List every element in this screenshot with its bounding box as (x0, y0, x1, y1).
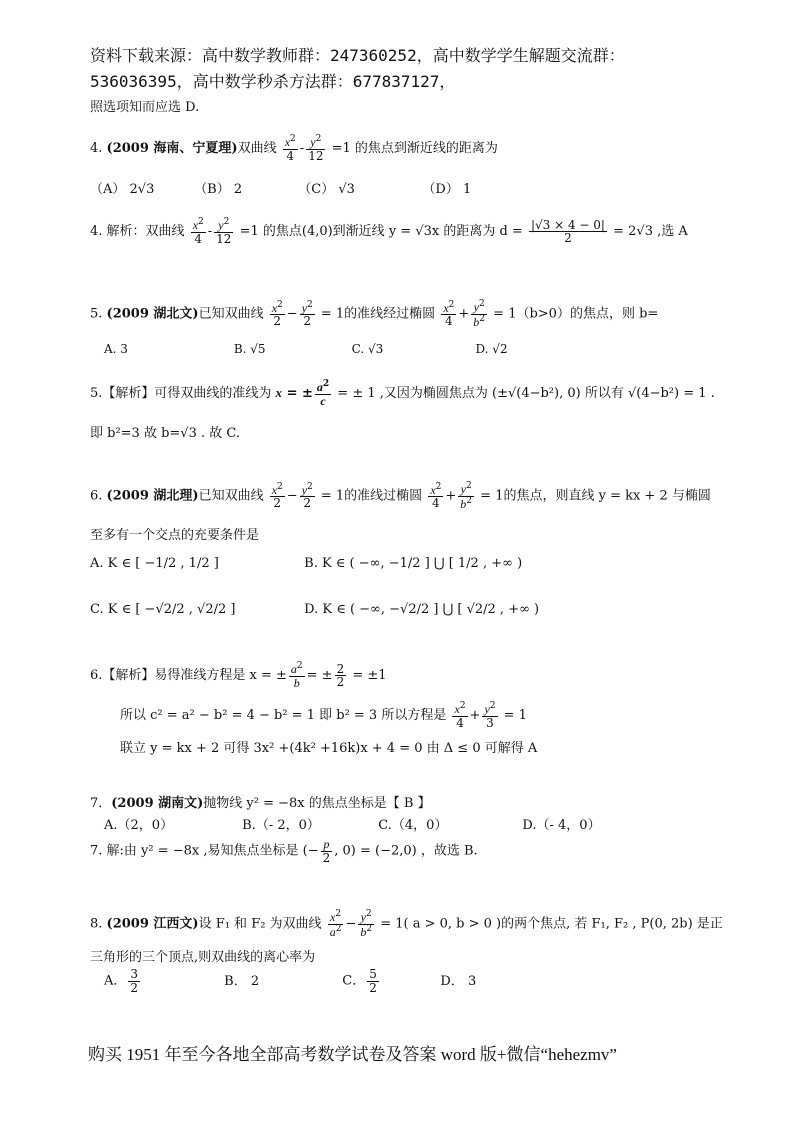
q6-option-d[interactable]: D. K ∈ ( −∞, −√2/2 ] ⋃ [ √2/2 , +∞ ) (304, 602, 540, 617)
question-7: 7．(2009 湖南文)抛物线 y² = −8x 的焦点坐标是【 B 】 (90, 796, 431, 811)
q6-option-c[interactable]: C. K ∈ [ −√2/2 , √2/2 ] (90, 602, 236, 617)
q8-option-b[interactable]: B． 2 (224, 973, 260, 989)
q8-option-a[interactable]: A． $\frac{3}{2}$ (104, 967, 139, 995)
header-line-2: 536036395，高中数学秒杀方法群：677837127， (90, 72, 456, 91)
answer-6-line-2: 所以 c² = a² − b² = 4 − b² = 1 即 b² = 3 所以方程是 $\frac{x^2}{4}$ + $\frac{y^2}{3}$ = 1 (120, 701, 527, 730)
q6-option-a[interactable]: A. K ∈ [ −1/2 , 1/2 ] (90, 556, 219, 571)
question-4-options (90, 178, 471, 197)
question-7-options (104, 814, 601, 833)
question-8-line-2: 三角形的三个顶点,则双曲线的离心率为 (90, 950, 316, 965)
question-8: 8. (2009 江西文)设 F₁ 和 F₂ 为双曲线 $\frac{x^2}{a^2}$ − $\frac{y^2}{b^2}$ = 1( a > 0, b > 0 )的两个焦点, 若 F₁, F₂ , P(0, 2b) 是正 (90, 909, 723, 939)
q6-option-b[interactable]: B. K ∈ ( −∞, −1/2 ] ⋃ [ 1/2 , +∞ ) (304, 556, 523, 571)
previous-answer-tail: 照选项知而应选 D. (90, 100, 200, 115)
question-4: 4. (2009 海南、宁夏理)双曲线 $\frac{x^2}{4}$ - $\frac{y^2}{12}$ =1 的焦点到渐近线的距离为 (90, 134, 498, 163)
question-5: 5. (2009 湖北文)已知双曲线 $\frac{x^2}{2}$ − $\frac{y^2}{2}$ = 1的准线经过椭圆 $\frac{x^2}{4}$ + $\frac{y^2}{b^2}$ = 1（b>0）的焦点，则 b= (90, 299, 659, 329)
answer-6-line-1: 6.【解析】易得准线方程是 x = ± $\frac{a^2}{b}$ = ± $\frac{2}{2}$ = ±1 (90, 661, 387, 690)
q4-option-b[interactable]: （B） 2 (194, 182, 243, 197)
answer-7: 7. 解:由 y² = −8x ,易知焦点坐标是 (− $\frac{p}{2}$ , 0) = (−2,0) ，故选 B. (90, 837, 478, 865)
q7-option-a[interactable]: A.（2，0） (104, 818, 174, 833)
header-line-1: 资料下载来源：高中数学教师群：247360252，高中数学学生解题交流群： (90, 46, 625, 65)
q8-option-d[interactable]: D． 3 (440, 973, 477, 989)
q4-option-a[interactable]: （A） 2√3 (90, 182, 155, 197)
answer-5-line-1: 5.【解析】可得双曲线的准线为 x = ± $\frac{a^2}{c}$ = ± 1 ,又因为椭圆焦点为 (±√(4−b²), 0) 所以有 √(4−b²) = 1 . (90, 379, 715, 408)
footer-advertisement: 购买 1951 年至今各地全部高考数学试卷及答案 word 版+微信“hehezmv” (88, 1045, 617, 1064)
answer-5-line-2: 即 b²=3 故 b=√3 . 故 C. (90, 426, 241, 441)
question-5-options (104, 342, 508, 356)
q4-option-c[interactable]: （C） √3 (298, 182, 355, 197)
q7-option-d[interactable]: D.（- 4，0） (522, 818, 601, 833)
q8-option-c[interactable]: C． $\frac{5}{2}$ (342, 967, 377, 995)
answer-4: 4. 解析：双曲线 $\frac{x^2}{4}$ - $\frac{y^2}{12}$ =1 的焦点(4,0)到渐近线 y = √3x 的距离为 d = $\frac{|√3 \times 4 - 0|}{2}$ = 2√3 ,选 A (90, 217, 688, 246)
q4-option-d[interactable]: （D） 1 (422, 182, 472, 197)
q5-option-c[interactable]: C. √3 (351, 342, 384, 356)
q5-option-a[interactable]: A. 3 (104, 342, 128, 356)
answer-6-line-3: 联立 y = kx + 2 可得 3x² +(4k² +16k)x + 4 = 0 由 Δ ≤ 0 可解得 A (120, 741, 538, 756)
question-6: 6. (2009 湖北理)已知双曲线 $\frac{x^2}{2}$ − $\frac{y^2}{2}$ = 1的准线过椭圆 $\frac{x^2}{4}$ + $\frac{y^2}{b^2}$ = 1的焦点，则直线 y = kx + 2 与椭圆 (90, 481, 711, 511)
q5-option-b[interactable]: B. √5 (233, 342, 266, 356)
question-6-options-row-2 (90, 602, 539, 617)
question-6-options-row-1 (90, 556, 522, 571)
question-6-line-2: 至多有一个交点的充要条件是 (90, 528, 260, 543)
q7-option-b[interactable]: B.（- 2，0） (242, 818, 320, 833)
q7-option-c[interactable]: C.（4，0） (378, 818, 448, 833)
q5-option-d[interactable]: D. √2 (475, 342, 508, 356)
question-8-options (104, 968, 476, 994)
